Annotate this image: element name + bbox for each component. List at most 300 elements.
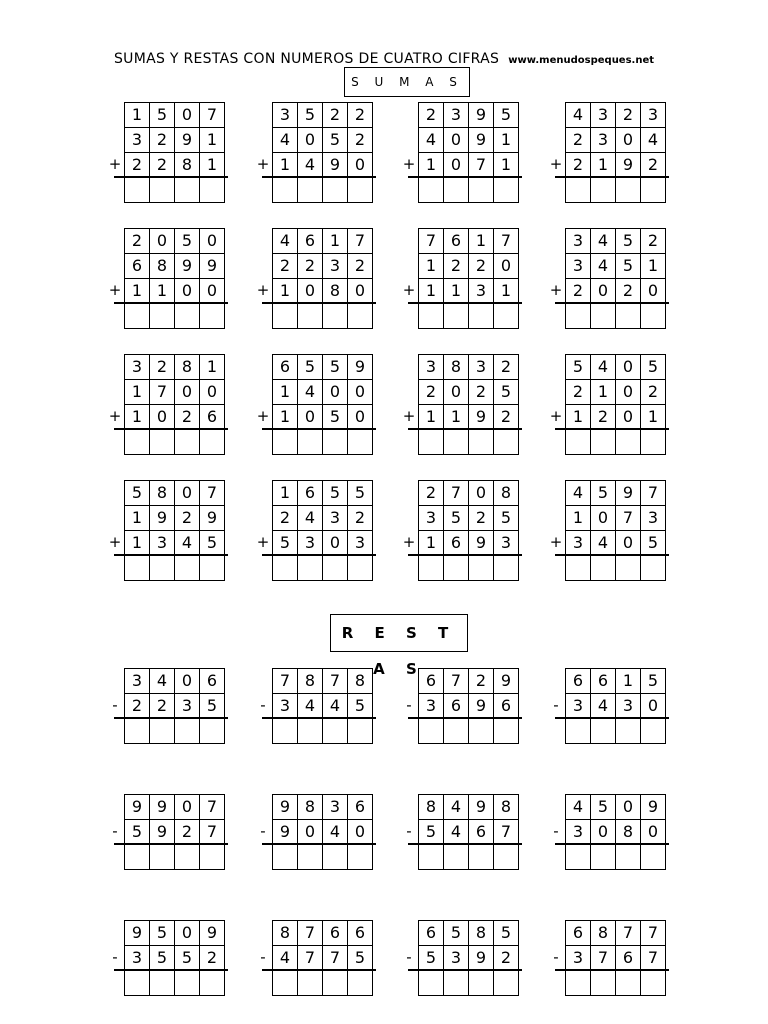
- digit-cell: 7: [591, 946, 616, 971]
- answer-cell[interactable]: [175, 845, 200, 870]
- answer-cell[interactable]: [125, 430, 150, 455]
- operator-sign: +: [256, 407, 270, 425]
- answer-cell[interactable]: [494, 304, 519, 329]
- digit-cell: 5: [616, 254, 641, 279]
- answer-cell[interactable]: [469, 304, 494, 329]
- digit-cell: 2: [641, 229, 666, 254]
- answer-cell[interactable]: [348, 304, 373, 329]
- digit-cell: 3: [566, 254, 591, 279]
- digit-cell: 6: [125, 254, 150, 279]
- result-line: [262, 428, 376, 430]
- digit-cell: 0: [200, 279, 225, 304]
- digit-cell: 5: [298, 103, 323, 128]
- answer-cell[interactable]: [175, 971, 200, 996]
- answer-cell[interactable]: [444, 304, 469, 329]
- digit-cell: 9: [641, 795, 666, 820]
- answer-cell[interactable]: [419, 845, 444, 870]
- answer-cell[interactable]: [298, 971, 323, 996]
- digit-cell: 5: [298, 355, 323, 380]
- answer-cell[interactable]: [273, 178, 298, 203]
- answer-cell[interactable]: [150, 971, 175, 996]
- digit-cell: 0: [641, 694, 666, 719]
- digit-cell: 3: [444, 103, 469, 128]
- digit-cell: 2: [323, 103, 348, 128]
- digit-cell: 2: [616, 279, 641, 304]
- answer-cell[interactable]: [494, 430, 519, 455]
- digit-cell: 3: [125, 946, 150, 971]
- answer-cell[interactable]: [591, 971, 616, 996]
- digit-cell: 0: [298, 279, 323, 304]
- digit-cell: 0: [175, 103, 200, 128]
- digit-cell: 9: [323, 153, 348, 178]
- digit-cell: 9: [616, 153, 641, 178]
- digit-cell: 1: [494, 128, 519, 153]
- subtractions-problem: [553, 794, 666, 870]
- answer-cell[interactable]: [616, 719, 641, 744]
- answer-cell[interactable]: [348, 971, 373, 996]
- sums-problem: [402, 102, 519, 203]
- answer-cell[interactable]: [273, 556, 298, 581]
- answer-cell[interactable]: [566, 430, 591, 455]
- sums-grid: [565, 102, 666, 203]
- digit-cell: 0: [150, 229, 175, 254]
- digit-cell: 3: [419, 506, 444, 531]
- digit-cell: 3: [125, 128, 150, 153]
- digit-cell: 2: [348, 128, 373, 153]
- answer-cell[interactable]: [200, 556, 225, 581]
- operator-sign: +: [108, 281, 122, 299]
- result-line: [262, 717, 376, 719]
- digit-cell: 0: [298, 405, 323, 430]
- digit-cell: 8: [298, 795, 323, 820]
- answer-cell[interactable]: [419, 719, 444, 744]
- answer-cell[interactable]: [273, 430, 298, 455]
- digit-cell: 8: [175, 355, 200, 380]
- answer-cell[interactable]: [150, 304, 175, 329]
- digit-cell: 8: [175, 153, 200, 178]
- answer-cell[interactable]: [150, 178, 175, 203]
- answer-cell[interactable]: [616, 845, 641, 870]
- digit-cell: 0: [641, 279, 666, 304]
- answer-cell[interactable]: [150, 845, 175, 870]
- answer-cell[interactable]: [419, 430, 444, 455]
- digit-cell: 5: [150, 921, 175, 946]
- digit-cell: 3: [273, 103, 298, 128]
- digit-cell: 4: [566, 481, 591, 506]
- result-line: [114, 717, 228, 719]
- answer-cell[interactable]: [591, 719, 616, 744]
- answer-cell[interactable]: [125, 971, 150, 996]
- answer-cell[interactable]: [641, 304, 666, 329]
- digit-cell: 9: [273, 820, 298, 845]
- digit-cell: 4: [298, 380, 323, 405]
- digit-cell: 5: [419, 820, 444, 845]
- answer-cell[interactable]: [200, 430, 225, 455]
- answer-cell[interactable]: [469, 430, 494, 455]
- answer-cell[interactable]: [125, 719, 150, 744]
- answer-cell[interactable]: [616, 556, 641, 581]
- result-line: [408, 717, 522, 719]
- digit-cell: 3: [419, 694, 444, 719]
- answer-cell[interactable]: [150, 430, 175, 455]
- result-line: [555, 717, 669, 719]
- digit-cell: 7: [444, 481, 469, 506]
- result-line: [555, 428, 669, 430]
- digit-cell: 7: [273, 669, 298, 694]
- answer-cell[interactable]: [494, 556, 519, 581]
- digit-cell: 9: [469, 694, 494, 719]
- sums-problem: [549, 480, 666, 581]
- answer-cell[interactable]: [200, 971, 225, 996]
- answer-cell[interactable]: [298, 304, 323, 329]
- answer-cell[interactable]: [348, 845, 373, 870]
- answer-cell[interactable]: [566, 971, 591, 996]
- operator-sign: +: [549, 281, 563, 299]
- answer-cell[interactable]: [641, 556, 666, 581]
- answer-cell[interactable]: [175, 304, 200, 329]
- sums-grid: [124, 228, 225, 329]
- digit-cell: 1: [273, 405, 298, 430]
- digit-cell: 7: [150, 380, 175, 405]
- digit-cell: 5: [175, 946, 200, 971]
- digit-cell: 2: [150, 694, 175, 719]
- digit-cell: 4: [591, 229, 616, 254]
- answer-cell[interactable]: [150, 556, 175, 581]
- digit-cell: 5: [273, 531, 298, 556]
- digit-cell: 5: [348, 946, 373, 971]
- digit-cell: 5: [125, 481, 150, 506]
- digit-cell: 7: [200, 103, 225, 128]
- digit-cell: 5: [150, 103, 175, 128]
- answer-cell[interactable]: [444, 178, 469, 203]
- answer-cell[interactable]: [566, 556, 591, 581]
- answer-cell[interactable]: [641, 719, 666, 744]
- answer-cell[interactable]: [273, 719, 298, 744]
- digit-cell: 3: [591, 128, 616, 153]
- digit-cell: 5: [616, 229, 641, 254]
- answer-cell[interactable]: [125, 845, 150, 870]
- operator-sign: +: [549, 155, 563, 173]
- answer-cell[interactable]: [298, 556, 323, 581]
- answer-cell[interactable]: [469, 719, 494, 744]
- digit-cell: 5: [494, 506, 519, 531]
- digit-cell: 0: [616, 380, 641, 405]
- digit-cell: 2: [566, 153, 591, 178]
- answer-cell[interactable]: [323, 845, 348, 870]
- digit-cell: 1: [419, 279, 444, 304]
- digit-cell: 1: [591, 153, 616, 178]
- digit-cell: 9: [175, 254, 200, 279]
- answer-cell[interactable]: [641, 845, 666, 870]
- sums-grid: [272, 228, 373, 329]
- answer-cell[interactable]: [348, 178, 373, 203]
- result-line: [408, 176, 522, 178]
- sums-grid: [418, 354, 519, 455]
- digit-cell: 3: [298, 531, 323, 556]
- digit-cell: 4: [566, 795, 591, 820]
- answer-cell[interactable]: [419, 971, 444, 996]
- digit-cell: 0: [616, 128, 641, 153]
- digit-cell: 1: [273, 481, 298, 506]
- answer-cell[interactable]: [175, 719, 200, 744]
- digit-cell: 1: [444, 405, 469, 430]
- digit-cell: 0: [348, 153, 373, 178]
- digit-cell: 7: [298, 946, 323, 971]
- digit-cell: 1: [641, 254, 666, 279]
- digit-cell: 7: [323, 946, 348, 971]
- digit-cell: 1: [125, 405, 150, 430]
- digit-cell: 5: [641, 531, 666, 556]
- answer-cell[interactable]: [444, 430, 469, 455]
- digit-cell: 2: [419, 380, 444, 405]
- answer-cell[interactable]: [566, 845, 591, 870]
- subtractions-grid: [272, 668, 373, 744]
- digit-cell: 2: [591, 405, 616, 430]
- digit-cell: 0: [348, 380, 373, 405]
- digit-cell: 7: [348, 229, 373, 254]
- result-line: [408, 554, 522, 556]
- digit-cell: 7: [641, 946, 666, 971]
- digit-cell: 8: [419, 795, 444, 820]
- answer-cell[interactable]: [348, 556, 373, 581]
- answer-cell[interactable]: [566, 178, 591, 203]
- answer-cell[interactable]: [175, 178, 200, 203]
- answer-cell[interactable]: [323, 971, 348, 996]
- sums-grid: [272, 480, 373, 581]
- answer-cell[interactable]: [469, 556, 494, 581]
- answer-cell[interactable]: [641, 178, 666, 203]
- answer-cell[interactable]: [323, 430, 348, 455]
- operator-sign: +: [256, 533, 270, 551]
- answer-cell[interactable]: [641, 430, 666, 455]
- answer-cell[interactable]: [323, 178, 348, 203]
- answer-cell[interactable]: [200, 845, 225, 870]
- digit-cell: 5: [591, 795, 616, 820]
- digit-cell: 4: [444, 820, 469, 845]
- answer-cell[interactable]: [591, 178, 616, 203]
- answer-cell[interactable]: [125, 304, 150, 329]
- digit-cell: 5: [323, 128, 348, 153]
- digit-cell: 4: [273, 128, 298, 153]
- result-line: [262, 176, 376, 178]
- answer-cell[interactable]: [200, 304, 225, 329]
- answer-cell[interactable]: [591, 430, 616, 455]
- subtractions-grid: [565, 668, 666, 744]
- answer-cell[interactable]: [298, 719, 323, 744]
- sums-problem: [549, 228, 666, 329]
- sums-problem: [108, 228, 225, 329]
- operator-sign: -: [406, 696, 412, 714]
- digit-cell: 9: [469, 946, 494, 971]
- digit-cell: 1: [273, 279, 298, 304]
- answer-cell[interactable]: [419, 556, 444, 581]
- digit-cell: 3: [175, 694, 200, 719]
- answer-cell[interactable]: [125, 556, 150, 581]
- operator-sign: +: [108, 155, 122, 173]
- answer-cell[interactable]: [323, 556, 348, 581]
- operator-sign: -: [406, 948, 412, 966]
- digit-cell: 7: [200, 820, 225, 845]
- answer-cell[interactable]: [616, 178, 641, 203]
- digit-cell: 0: [348, 279, 373, 304]
- answer-cell[interactable]: [150, 719, 175, 744]
- digit-cell: 1: [444, 279, 469, 304]
- digit-cell: 1: [323, 229, 348, 254]
- answer-cell[interactable]: [566, 304, 591, 329]
- digit-cell: 3: [494, 531, 519, 556]
- digit-cell: 7: [641, 921, 666, 946]
- answer-cell[interactable]: [444, 971, 469, 996]
- digit-cell: 7: [469, 153, 494, 178]
- digit-cell: 3: [616, 694, 641, 719]
- digit-cell: 9: [125, 795, 150, 820]
- sums-problem: [256, 102, 373, 203]
- digit-cell: 6: [200, 405, 225, 430]
- digit-cell: 3: [641, 506, 666, 531]
- sums-grid: [124, 480, 225, 581]
- digit-cell: 2: [419, 481, 444, 506]
- operator-sign: -: [112, 822, 118, 840]
- sums-grid: [418, 228, 519, 329]
- answer-cell[interactable]: [419, 304, 444, 329]
- answer-cell[interactable]: [641, 971, 666, 996]
- digit-cell: 9: [616, 481, 641, 506]
- digit-cell: 2: [200, 946, 225, 971]
- digit-cell: 2: [348, 103, 373, 128]
- answer-cell[interactable]: [616, 430, 641, 455]
- answer-cell[interactable]: [125, 178, 150, 203]
- answer-cell[interactable]: [200, 178, 225, 203]
- digit-cell: 2: [566, 380, 591, 405]
- digit-cell: 1: [494, 279, 519, 304]
- digit-cell: 2: [150, 153, 175, 178]
- digit-cell: 1: [419, 531, 444, 556]
- answer-cell[interactable]: [419, 178, 444, 203]
- sums-problem: [256, 354, 373, 455]
- digit-cell: 5: [444, 921, 469, 946]
- answer-cell[interactable]: [494, 845, 519, 870]
- digit-cell: 8: [494, 481, 519, 506]
- digit-cell: 8: [150, 481, 175, 506]
- answer-cell[interactable]: [494, 971, 519, 996]
- digit-cell: 0: [150, 405, 175, 430]
- digit-cell: 2: [469, 380, 494, 405]
- digit-cell: 8: [591, 921, 616, 946]
- answer-cell[interactable]: [469, 178, 494, 203]
- operator-sign: +: [256, 155, 270, 173]
- digit-cell: 1: [419, 254, 444, 279]
- digit-cell: 2: [298, 254, 323, 279]
- answer-cell[interactable]: [175, 430, 200, 455]
- answer-cell[interactable]: [469, 845, 494, 870]
- operator-sign: -: [260, 948, 266, 966]
- digit-cell: 9: [494, 669, 519, 694]
- answer-cell[interactable]: [444, 556, 469, 581]
- result-line: [114, 843, 228, 845]
- digit-cell: 2: [175, 405, 200, 430]
- digit-cell: 9: [200, 506, 225, 531]
- subtractions-grid: [565, 920, 666, 996]
- digit-cell: 4: [273, 229, 298, 254]
- digit-cell: 5: [591, 481, 616, 506]
- digit-cell: 8: [150, 254, 175, 279]
- digit-cell: 1: [125, 103, 150, 128]
- digit-cell: 8: [348, 669, 373, 694]
- digit-cell: 6: [444, 531, 469, 556]
- digit-cell: 8: [273, 921, 298, 946]
- answer-cell[interactable]: [469, 971, 494, 996]
- sums-problem: [108, 354, 225, 455]
- digit-cell: 7: [494, 820, 519, 845]
- digit-cell: 1: [125, 279, 150, 304]
- answer-cell[interactable]: [348, 430, 373, 455]
- answer-cell[interactable]: [298, 178, 323, 203]
- answer-cell[interactable]: [591, 304, 616, 329]
- digit-cell: 1: [125, 380, 150, 405]
- digit-cell: 8: [469, 921, 494, 946]
- sums-grid: [124, 354, 225, 455]
- answer-cell[interactable]: [175, 556, 200, 581]
- answer-cell[interactable]: [298, 430, 323, 455]
- subtractions-grid: [124, 794, 225, 870]
- digit-cell: 0: [175, 279, 200, 304]
- answer-cell[interactable]: [494, 719, 519, 744]
- sums-grid: [272, 354, 373, 455]
- digit-cell: 1: [125, 506, 150, 531]
- digit-cell: 1: [200, 355, 225, 380]
- subtractions-grid: [124, 668, 225, 744]
- digit-cell: 3: [323, 254, 348, 279]
- digit-cell: 5: [494, 103, 519, 128]
- answer-cell[interactable]: [591, 845, 616, 870]
- answer-cell[interactable]: [591, 556, 616, 581]
- digit-cell: 4: [566, 103, 591, 128]
- answer-cell[interactable]: [494, 178, 519, 203]
- digit-cell: 5: [200, 531, 225, 556]
- sums-grid: [565, 354, 666, 455]
- answer-cell[interactable]: [444, 845, 469, 870]
- result-line: [114, 554, 228, 556]
- digit-cell: 5: [419, 946, 444, 971]
- answer-cell[interactable]: [273, 304, 298, 329]
- sums-problem: [108, 480, 225, 581]
- subtractions-problem: [260, 920, 373, 996]
- answer-cell[interactable]: [566, 719, 591, 744]
- answer-cell[interactable]: [298, 845, 323, 870]
- digit-cell: 9: [469, 405, 494, 430]
- digit-cell: 9: [150, 506, 175, 531]
- answer-cell[interactable]: [444, 719, 469, 744]
- answer-cell[interactable]: [273, 845, 298, 870]
- answer-cell[interactable]: [616, 304, 641, 329]
- answer-cell[interactable]: [200, 719, 225, 744]
- answer-cell[interactable]: [323, 304, 348, 329]
- answer-cell[interactable]: [273, 971, 298, 996]
- digit-cell: 1: [200, 128, 225, 153]
- digit-cell: 3: [566, 946, 591, 971]
- digit-cell: 6: [419, 669, 444, 694]
- result-line: [555, 302, 669, 304]
- answer-cell[interactable]: [323, 719, 348, 744]
- digit-cell: 1: [273, 153, 298, 178]
- answer-cell[interactable]: [348, 719, 373, 744]
- digit-cell: 4: [273, 946, 298, 971]
- answer-cell[interactable]: [616, 971, 641, 996]
- result-line: [114, 428, 228, 430]
- digit-cell: 4: [298, 153, 323, 178]
- digit-cell: 4: [444, 795, 469, 820]
- digit-cell: 7: [200, 795, 225, 820]
